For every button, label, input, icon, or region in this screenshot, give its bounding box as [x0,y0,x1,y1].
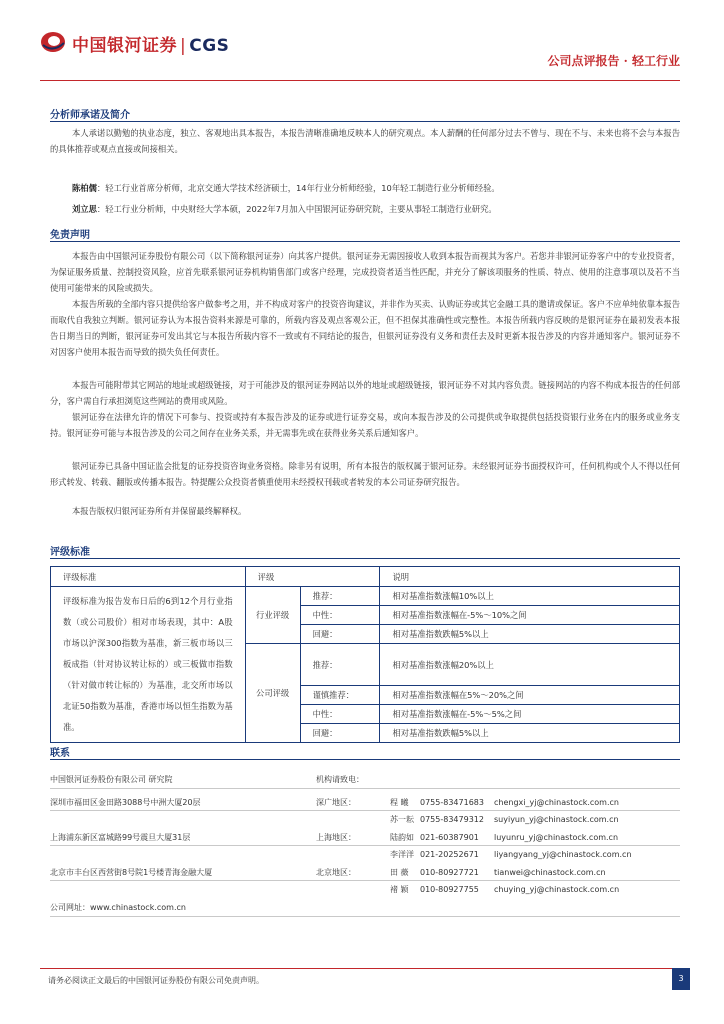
contact-row [50,867,680,879]
section-title-analyst: 分析师承诺及简介 [50,110,130,121]
disclaimer-text: 银河证券在法律允许的情况下可参与、投资或持有本报告涉及的证券或进行证券交易，或向本报告涉及的公司提供或争取提供包括投资银行业务在内的服务或业务支持。银河证券可能与本报告涉及的公司之间存在业务关系，并无需事先或在获得业务关系后通知客户。 [50,412,680,438]
region-label: 深广地区： [316,798,356,807]
contact-name: 田 薇 [390,868,409,877]
table-row [51,587,680,606]
rating-header-rating: 评级 [245,567,380,587]
analyst-bio-text: ：轻工行业分析师，中央财经大学本硕，2022年7月加入中国银河证券研究院，主要从事轻工制造行业研究。 [96,204,497,214]
disclaimer-text: 本报告版权归银河证券所有并保留最终解释权。 [72,506,247,516]
contact-name: 陆韵如 [390,833,414,842]
disclaimer-paragraph [50,296,680,360]
contact-email[interactable]: tianwei@chinastock.com.cn [494,868,606,877]
institutional-sales-label: 机构请致电： [316,775,364,784]
analyst-statement [50,125,680,157]
analyst-name: 刘立思 [72,204,97,214]
office-address: 北京市丰台区西营街8号院1号楼青海金融大厦 [50,868,213,877]
office-address: 深圳市福田区金田路3088号中洲大厦20层 [50,798,201,807]
contact-row [50,814,680,826]
rating-standard-description: 评级标准为报告发布日后的6到12个月行业指数（或公司股价）相对市场表现，其中：A股市场以沪深300指数为基准，新三板市场以三板成指（针对协议转让标的）或三板做市指数（针对做市转让标的）为基准，北交所市场以北证50指数为基准，香港市场以恒生指数为基准。 [51,587,246,743]
rating-header-desc: 说明 [380,567,680,587]
disclaimer-paragraph [50,409,680,441]
contact-header-row [50,774,680,786]
analyst-statement-text: 本人承诺以勤勉的执业态度，独立、客观地出具本报告，本报告清晰准确地反映本人的研究观点。本人薪酬的任何部分过去不曾与、现在不与、未来也将不会与本报告的具体推荐或观点直接或间接相关。 [50,128,680,154]
section-title-disclaimer: 免责声明 [50,230,90,241]
region-label: 北京地区： [316,868,356,877]
rating-table [50,566,680,743]
contact-phone: 021-20252671 [420,850,479,859]
contact-divider [50,788,680,789]
company-website[interactable]: 公司网址：www.chinastock.com.cn [50,903,186,912]
contact-phone: 010-80927755 [420,885,479,894]
page-header [40,28,680,68]
contact-name: 程 曦 [390,798,409,807]
section-rule-analyst [50,121,680,122]
disclaimer-paragraph [50,503,680,519]
research-institute-name: 中国银河证券股份有限公司 研究院 [50,775,173,784]
contact-divider [50,916,680,917]
industry-rating-label: 行业评级 [245,587,300,644]
brand-name-en: CGS [189,36,230,56]
rating-level: 谨慎推荐： [300,686,380,705]
cgs-logo-icon [40,31,66,53]
rating-desc: 相对基准指数涨幅在-5%～10%之间 [380,606,680,625]
company-rating-label: 公司评级 [245,644,300,743]
rating-header-standard: 评级标准 [51,567,246,587]
page-number: 3 [672,968,690,990]
header-divider [40,80,680,81]
contact-phone: 0755-83471683 [420,798,484,807]
contact-phone: 021-60387901 [420,833,479,842]
disclaimer-text: 本报告可能附带其它网站的地址或超级链接，对于可能涉及的银河证券网站以外的地址或超级链接，银河证券不对其内容负责。链接网站的内容不构成本报告的任何部分，客户需自行承担浏览这些网站的费用或风险。 [50,380,680,406]
contact-email[interactable]: suyiyun_yj@chinastock.com.cn [494,815,619,824]
rating-level: 中性： [300,705,380,724]
contact-divider [50,880,680,881]
disclaimer-text: 本报告所载的全部内容只提供给客户做参考之用，并不构成对客户的投资咨询建议，并非作为买卖、认购证券或其它金融工具的邀请或保证。客户不应单纯依靠本报告而取代自我独立判断。银河证券认为本报告资料来源是可靠的，所载内容及观点客观公正，但不担保其准确性或完整性。本报告所载内容反映的是银河证券在最初发表本报告日期当日的判断，银河证券可发出其它与本报告所载内容不一致或有不同结论的报告，但银河证券没有义务和责任去及时更新本报告涉及的内容并通知客户。银河证券不对因客户使用本报告而导致的损失负任何责任。 [50,299,680,357]
contact-email[interactable]: chengxi_yj@chinastock.com.cn [494,798,619,807]
contact-divider [50,845,680,846]
footer-divider [40,968,680,969]
rating-level: 推荐： [300,587,380,606]
rating-desc: 相对基准指数涨幅在5%～20%之间 [380,686,680,705]
rating-level: 中性： [300,606,380,625]
rating-table-header [51,567,680,587]
disclaimer-text: 银河证券已具备中国证监会批复的证券投资咨询业务资格。除非另有说明，所有本报告的版权属于银河证券。未经银河证券书面授权许可，任何机构或个人不得以任何形式转发、转载、翻版或传播本报告。特提醒公众投资者慎重使用未经授权刊载或者转发的本公司证券研究报告。 [50,461,680,487]
office-address: 上海浦东新区富城路99号震旦大厦31层 [50,833,191,842]
contact-email[interactable]: liyangyang_yj@chinastock.com.cn [494,850,632,859]
contact-row [50,849,680,861]
contact-name: 褚 颖 [390,885,409,894]
rating-level: 推荐： [300,644,380,686]
rating-desc: 相对基准指数涨幅在-5%～5%之间 [380,705,680,724]
contact-row [50,797,680,809]
rating-desc: 相对基准指数涨幅20%以上 [380,644,680,686]
website-row [50,902,680,914]
contact-name: 李洋洋 [390,850,414,859]
analyst-bio-text: ：轻工行业首席分析师，北京交通大学技术经济硕士，14年行业分析师经验，10年轻工制造行业分析师经验。 [96,183,500,193]
contact-phone: 010-80927721 [420,868,479,877]
contact-email[interactable]: luyunru_yj@chinastock.com.cn [494,833,619,842]
contact-divider [50,810,680,811]
rating-level: 回避： [300,625,380,644]
section-rule-disclaimer [50,241,680,242]
analyst-bio-2 [50,201,680,217]
disclaimer-paragraph [50,248,680,296]
rating-level: 回避： [300,724,380,743]
footer-notice: 请务必阅读正文最后的中国银河证券股份有限公司免责声明。 [48,976,264,985]
contact-email[interactable]: chuying_yj@chinastock.com.cn [494,885,620,894]
contact-phone: 0755-83479312 [420,815,484,824]
contact-row [50,884,680,896]
report-type-label: 公司点评报告 · 轻工行业 [547,54,680,68]
section-title-contact: 联系 [50,748,70,759]
region-label: 上海地区： [316,833,356,842]
section-title-rating: 评级标准 [50,547,90,558]
disclaimer-paragraph [50,458,680,490]
rating-desc: 相对基准指数涨幅10%以上 [380,587,680,606]
disclaimer-text: 本报告由中国银河证券股份有限公司（以下简称银河证券）向其客户提供。银河证券无需因接收人收到本报告而视其为客户。若您并非银河证券客户中的专业投资者，为保证服务质量、控制投资风险，应首先联系银河证券机构销售部门或客户经理，完成投资者适当性匹配，并充分了解该项服务的性质、特点、使用的注意事项以及若不当使用可能带来的风险或损失。 [50,251,680,293]
section-rule-contact [50,759,680,760]
brand-separator: | [180,36,187,56]
rating-desc: 相对基准指数跌幅5%以上 [380,724,680,743]
section-rule-rating [50,558,680,559]
contact-row [50,832,680,844]
analyst-name: 陈柏儒 [72,183,97,193]
analyst-bio-1 [50,180,680,196]
disclaimer-paragraph [50,377,680,409]
brand-name-cn: 中国银河证券 [72,36,177,56]
contact-name: 苏一耘 [390,815,414,824]
brand-logo-text [72,31,229,56]
rating-desc: 相对基准指数跌幅5%以上 [380,625,680,644]
